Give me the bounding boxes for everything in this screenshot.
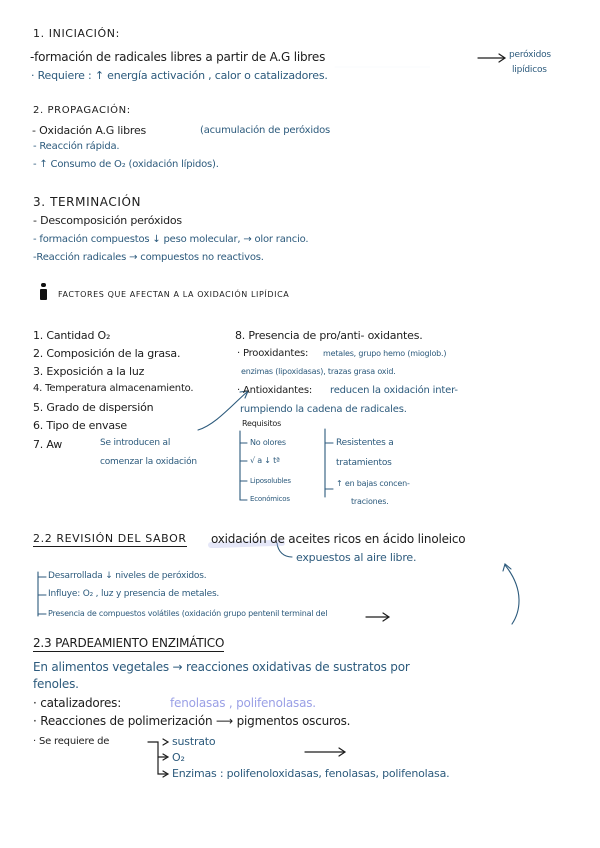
text-note: rumpiendo la cadena de radicales. (240, 404, 407, 415)
section-title: 3. TERMINACIÓN (33, 195, 142, 209)
text-line: - formación compuestos ↓ peso molecular, → olor rancio. (33, 234, 309, 245)
text-note: comenzar la oxidación (100, 457, 197, 467)
section-title-text: 2.3 PARDEAMIENTO ENZIMÁTICO (33, 636, 225, 650)
text-note: reducen la oxidación inter- (330, 385, 458, 396)
section-title: 2. PROPAGACIÓN: (33, 105, 131, 116)
text-label: Requisitos (242, 419, 282, 428)
list-item: sustrato (172, 735, 216, 748)
section-heading: FACTORES QUE AFECTAN A LA OXIDACIÓN LIPÍDICA (58, 290, 290, 299)
list-item: 5. Grado de dispersión (33, 401, 154, 414)
list-item: Presencia de compuestos volátiles (oxidación grupo pentenil terminal del (48, 609, 328, 618)
text-note: Se introducen al (100, 438, 171, 448)
text-note: lipídicos (512, 65, 547, 75)
text-note: ↑ en bajas concen- (336, 479, 410, 488)
text-note: enzimas (lipoxidasas), trazas grasa oxid. (241, 367, 396, 376)
list-item: 7. Aw (33, 438, 63, 451)
text-line: · Requiere : ↑ energía activación , calor o catalizadores. (31, 69, 328, 82)
text-line: oxidación de aceites ricos en ácido linoleico (211, 532, 466, 546)
text-line: -Reacción radicales → compuestos no reactivos. (33, 252, 264, 263)
list-item: 6. Tipo de envase (33, 419, 127, 432)
list-item: 4. Temperatura almacenamiento. (33, 383, 194, 394)
text-line: - Descomposición peróxidos (33, 214, 182, 227)
text-line: - Oxidación A.G libres (32, 124, 147, 137)
text-note: tratamientos (336, 458, 392, 468)
list-item: 1. Cantidad O₂ (33, 329, 111, 342)
text-label: · catalizadores: (33, 696, 122, 710)
text-note: traciones. (351, 497, 389, 506)
list-item: 8. Presencia de pro/anti- oxidantes. (235, 329, 423, 342)
text-note: fenolasas , polifenolasas. (170, 696, 316, 710)
section-title (33, 533, 187, 544)
bracket-icon (148, 742, 166, 774)
text-line: fenoles. (33, 677, 79, 691)
list-item: Económicos (250, 495, 290, 503)
list-item: Enzimas : polifenoloxidasas, fenolasas, polifenolasa. (172, 767, 450, 780)
text-note: metales, grupo hemo (mioglob.) (323, 349, 447, 358)
list-item: 3. Exposición a la luz (33, 365, 145, 378)
list-item: Influye: O₂ , luz y presencia de metales. (48, 589, 220, 599)
list-item: Desarrollada ↓ niveles de peróxidos. (48, 571, 207, 581)
curved-arrow-icon (505, 565, 519, 624)
text-label: · Prooxidantes: (237, 348, 309, 359)
text-note: Resistentes a (336, 438, 394, 448)
section-title-text: 2.2 REVISIÓN DEL SABOR (33, 532, 187, 545)
text-line: -formación de radicales libres a partir de A.G libres (30, 50, 326, 64)
list-item: No olores (250, 438, 286, 447)
text-line: En alimentos vegetales → reacciones oxidativas de sustratos por (33, 660, 410, 674)
list-item: O₂ (172, 751, 185, 764)
text-line: - ↑ Consumo de O₂ (oxidación lípidos). (33, 159, 219, 170)
list-item: 2. Composición de la grasa. (33, 347, 181, 360)
text-line: expuestos al aire libre. (296, 551, 417, 564)
text-label: · Antioxidantes: (237, 385, 313, 396)
text-line: - Reacción rápida. (33, 141, 120, 152)
text-line: · Reacciones de polimerización ⟶ pigmentos oscuros. (33, 714, 351, 728)
text-note: (acumulación de peróxidos (200, 125, 331, 136)
exclamation-icon (39, 283, 48, 300)
text-label: · Se requiere de (33, 736, 110, 747)
section-title (33, 637, 224, 649)
section-title: 1. INICIACIÓN: (33, 27, 120, 40)
text-note: peróxidos (509, 50, 551, 60)
list-item: √ a ↓ tª (250, 456, 280, 465)
list-item: Liposolubles (250, 477, 291, 485)
